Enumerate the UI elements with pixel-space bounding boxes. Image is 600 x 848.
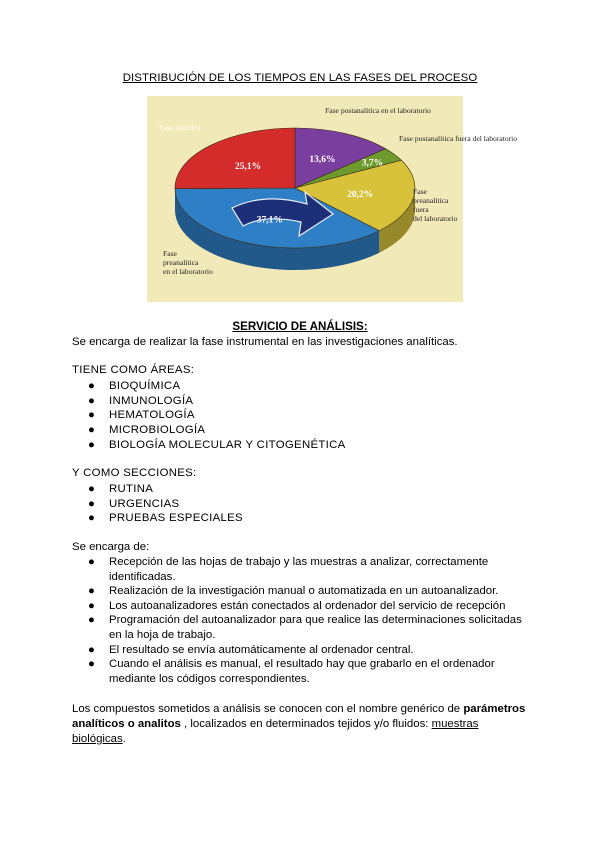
list-item: ● BIOQUÍMICA bbox=[88, 380, 181, 392]
intro-text: Se encarga de realizar la fase instrumental en las investigaciones analíticas. bbox=[72, 336, 458, 348]
pie-category-label: Fase preanalítica fuera del laboratorio bbox=[413, 187, 458, 223]
list-item: ● MICROBIOLOGÍA bbox=[88, 424, 206, 437]
list-item: ● Realización de la investigación manual o automatizada en un autoanalizador. bbox=[88, 585, 499, 598]
sections-heading: Y COMO SECCIONES: bbox=[72, 467, 197, 479]
list-item: ● BIOLOGÍA MOLECULAR Y CITOGENÉTICA bbox=[88, 438, 346, 451]
tasks-list bbox=[72, 555, 532, 686]
pie-value-label: 13,6% bbox=[309, 154, 336, 165]
pie-category-label: Fase postanalítica fuera del laboratorio bbox=[399, 134, 518, 143]
closing-paragraph: Los compuestos sometidos a análisis se conocen con el nombre genérico de parámetros analíticos o analitos , localizados en determinados tejidos y/o fluidos: muestras biológicas. bbox=[72, 703, 526, 745]
areas-list bbox=[72, 379, 346, 453]
list-item: ● PRUEBAS ESPECIALES bbox=[88, 512, 243, 525]
tasks-heading: Se encarga de: bbox=[72, 541, 150, 553]
pie-value-label: 3,7% bbox=[361, 158, 384, 169]
list-item: ● URGENCIAS bbox=[88, 497, 180, 510]
pie-category-label: Fase preanalítica en el laboratorio bbox=[163, 249, 213, 276]
pie-category-label: Fase postanalítica en el laboratorio bbox=[325, 106, 431, 115]
areas-heading: TIENE COMO ÁREAS: bbox=[72, 364, 195, 376]
pie-value-label: 25,1% bbox=[235, 161, 262, 172]
pie-value-label: 20,2% bbox=[347, 190, 374, 201]
section-title: SERVICIO DE ANÁLISIS: bbox=[232, 320, 368, 333]
list-item: ● HEMATOLOGÍA bbox=[88, 409, 195, 422]
list-item: ● El resultado se envía automáticamente al ordenador central. bbox=[88, 643, 414, 656]
term-underlined: muestras biológicas bbox=[72, 718, 479, 745]
pie-chart bbox=[147, 96, 518, 302]
list-item: ● Programación del autoanalizador para que realice las determinaciones solicitadas en la hoja de trabajo. bbox=[88, 614, 522, 641]
list-item: ● RUTINA bbox=[88, 483, 154, 495]
document-title: DISTRIBUCIÓN DE LOS TIEMPOS EN LAS FASES DEL PROCESO bbox=[122, 72, 478, 84]
term-bold: parámetros analíticos o analitos bbox=[72, 703, 526, 730]
list-item: ● Recepción de las hojas de trabajo y las muestras a analizar, correctamente identificadas. bbox=[88, 556, 489, 583]
pie-category-label: Fase analítica bbox=[159, 123, 201, 132]
sections-list bbox=[72, 482, 243, 526]
list-item: ● Cuando el análisis es manual, el resultado hay que grabarlo en el ordenador mediante los códigos correspondientes. bbox=[88, 658, 495, 685]
list-item: ● INMUNOLOGÍA bbox=[88, 394, 194, 407]
list-item: ● Los autoanalizadores están conectados al ordenador del servicio de recepción bbox=[88, 599, 506, 612]
pie-value-label: 37,1% bbox=[256, 215, 283, 226]
